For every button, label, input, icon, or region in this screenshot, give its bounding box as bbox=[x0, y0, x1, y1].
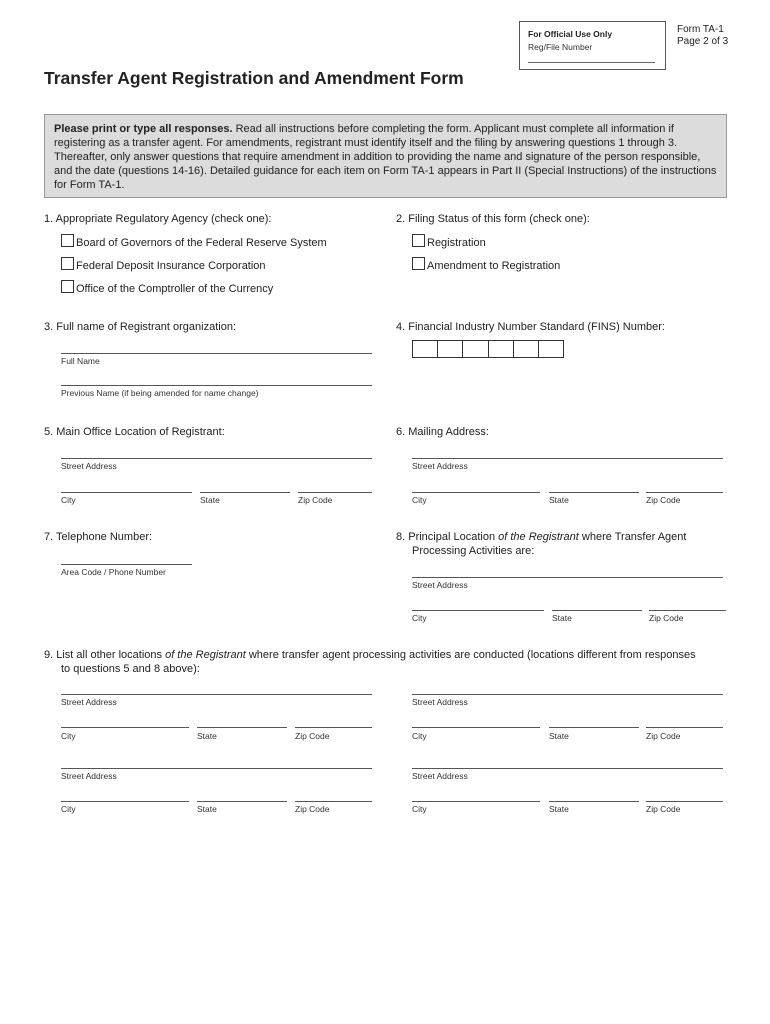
q6-state-field[interactable] bbox=[549, 492, 639, 493]
q8-state-field[interactable] bbox=[552, 610, 642, 611]
q1-option-label: Board of Governors of the Federal Reserve System bbox=[76, 237, 327, 249]
previous-name-caption: Previous Name (if being amended for name change) bbox=[61, 388, 259, 398]
zip-caption: Zip Code bbox=[295, 731, 330, 741]
city-caption: City bbox=[412, 804, 427, 814]
zip-caption: Zip Code bbox=[646, 731, 681, 741]
instructions-text: Read all instructions before completing the form. Applicant must complete all information if registering as a transfer agent. For amendments, registrant must identify itself and the filing by answering questions 1 through 3. Thereafter, only answer questions that require amendment in addition to providing the name and signature of the person responsible, and the date (questions 14-16). Detailed guidance for each item on Form TA-1 appears in Part II (Special Instructions) of the instructions for Form TA-1. bbox=[54, 123, 717, 191]
q3-label: 3. Full name of Registrant organization: bbox=[44, 321, 236, 333]
phone-number-field[interactable] bbox=[61, 564, 192, 565]
fins-digit-box[interactable] bbox=[539, 341, 563, 357]
full-name-caption: Full Name bbox=[61, 356, 100, 366]
city-caption: City bbox=[412, 731, 427, 741]
q9-a-right-zip-field[interactable] bbox=[646, 727, 723, 728]
q8-label-line2: Processing Activities are: bbox=[412, 545, 535, 557]
instructions-box bbox=[44, 114, 727, 198]
zip-caption: Zip Code bbox=[646, 495, 681, 505]
state-caption: State bbox=[197, 804, 217, 814]
state-caption: State bbox=[549, 495, 569, 505]
city-caption: City bbox=[61, 804, 76, 814]
fins-digit-box[interactable] bbox=[489, 341, 514, 357]
zip-caption: Zip Code bbox=[295, 804, 330, 814]
previous-name-field[interactable] bbox=[61, 385, 372, 386]
q9-a-left-street-field[interactable] bbox=[61, 694, 372, 695]
q9-b-left-zip-field[interactable] bbox=[295, 801, 372, 802]
zip-caption: Zip Code bbox=[646, 804, 681, 814]
q2-option-amendment[interactable] bbox=[412, 257, 560, 273]
q4-label: 4. Financial Industry Number Standard (FINS) Number: bbox=[396, 321, 665, 333]
reg-file-number-label: Reg/File Number bbox=[528, 42, 593, 52]
checkbox[interactable] bbox=[61, 280, 74, 293]
q1-label: 1. Appropriate Regulatory Agency (check one): bbox=[44, 213, 272, 225]
q6-label: 6. Mailing Address: bbox=[396, 426, 489, 438]
fins-digit-box[interactable] bbox=[438, 341, 463, 357]
checkbox[interactable] bbox=[412, 234, 425, 247]
q2-option-label: Amendment to Registration bbox=[427, 260, 561, 272]
street-caption: Street Address bbox=[61, 771, 117, 781]
page-number: Page 2 of 3 bbox=[677, 36, 729, 47]
q6-zip-field[interactable] bbox=[646, 492, 723, 493]
official-use-title: For Official Use Only bbox=[528, 29, 613, 39]
q9-b-left-street-field[interactable] bbox=[61, 768, 372, 769]
fins-digit-box[interactable] bbox=[413, 341, 438, 357]
q5-label: 5. Main Office Location of Registrant: bbox=[44, 426, 225, 438]
q9-b-left-state-field[interactable] bbox=[197, 801, 287, 802]
state-caption: State bbox=[197, 731, 217, 741]
state-caption: State bbox=[200, 495, 220, 505]
q8-label-emphasis: of the Registrant bbox=[498, 531, 579, 543]
state-caption: State bbox=[549, 804, 569, 814]
reg-file-number-line[interactable] bbox=[528, 62, 655, 63]
q5-zip-field[interactable] bbox=[298, 492, 372, 493]
phone-caption: Area Code / Phone Number bbox=[61, 567, 166, 577]
street-caption: Street Address bbox=[412, 461, 468, 471]
q9-label bbox=[44, 648, 696, 662]
q9-a-left-zip-field[interactable] bbox=[295, 727, 372, 728]
city-caption: City bbox=[61, 731, 76, 741]
q9-a-left-city-field[interactable] bbox=[61, 727, 189, 728]
street-caption: Street Address bbox=[61, 697, 117, 707]
q9-label-part: where transfer agent processing activities are conducted (locations different from responses bbox=[245, 649, 696, 661]
q1-option-label: Office of the Comptroller of the Currency bbox=[76, 283, 274, 295]
q9-label-part: 9. List all other locations bbox=[44, 649, 166, 661]
q8-label-part: 8. Principal Location bbox=[396, 531, 499, 543]
q5-street-field[interactable] bbox=[61, 458, 372, 459]
q9-label-emphasis: of the Registrant bbox=[165, 649, 246, 661]
state-caption: State bbox=[549, 731, 569, 741]
checkbox[interactable] bbox=[61, 234, 74, 247]
form-title: Transfer Agent Registration and Amendment Form bbox=[44, 68, 464, 88]
q9-b-right-city-field[interactable] bbox=[412, 801, 540, 802]
q8-street-field[interactable] bbox=[412, 577, 723, 578]
fins-number-field[interactable] bbox=[412, 340, 564, 358]
q9-a-left-state-field[interactable] bbox=[197, 727, 287, 728]
q6-city-field[interactable] bbox=[412, 492, 540, 493]
state-caption: State bbox=[552, 613, 572, 623]
q6-street-field[interactable] bbox=[412, 458, 723, 459]
q8-label-part: where Transfer Agent bbox=[578, 531, 687, 543]
q1-option-frb[interactable] bbox=[61, 234, 327, 250]
q9-b-right-zip-field[interactable] bbox=[646, 801, 723, 802]
q2-label: 2. Filing Status of this form (check one): bbox=[396, 213, 590, 225]
city-caption: City bbox=[61, 495, 76, 505]
fins-digit-box[interactable] bbox=[514, 341, 539, 357]
q2-option-label: Registration bbox=[427, 237, 486, 249]
q9-a-right-city-field[interactable] bbox=[412, 727, 540, 728]
q9-a-right-street-field[interactable] bbox=[412, 694, 723, 695]
q2-option-registration[interactable] bbox=[412, 234, 486, 250]
q5-city-field[interactable] bbox=[61, 492, 192, 493]
city-caption: City bbox=[412, 495, 427, 505]
q9-b-right-street-field[interactable] bbox=[412, 768, 723, 769]
city-caption: City bbox=[412, 613, 427, 623]
form-id: Form TA-1 bbox=[677, 24, 724, 35]
q1-option-occ[interactable] bbox=[61, 280, 273, 296]
zip-caption: Zip Code bbox=[298, 495, 333, 505]
q8-zip-field[interactable] bbox=[649, 610, 726, 611]
q5-state-field[interactable] bbox=[200, 492, 290, 493]
q8-label bbox=[396, 530, 686, 544]
q9-a-right-state-field[interactable] bbox=[549, 727, 639, 728]
q1-option-label: Federal Deposit Insurance Corporation bbox=[76, 260, 266, 272]
full-name-field[interactable] bbox=[61, 353, 372, 354]
street-caption: Street Address bbox=[412, 697, 468, 707]
street-caption: Street Address bbox=[61, 461, 117, 471]
street-caption: Street Address bbox=[412, 580, 468, 590]
q9-label-line2: to questions 5 and 8 above): bbox=[61, 663, 200, 675]
fins-digit-box[interactable] bbox=[463, 341, 488, 357]
street-caption: Street Address bbox=[412, 771, 468, 781]
q9-b-right-state-field[interactable] bbox=[549, 801, 639, 802]
official-use-box bbox=[519, 21, 666, 70]
q8-city-field[interactable] bbox=[412, 610, 544, 611]
q9-b-left-city-field[interactable] bbox=[61, 801, 189, 802]
q1-option-fdic[interactable] bbox=[61, 257, 266, 273]
instructions-bold: Please print or type all responses. bbox=[54, 123, 233, 135]
q7-label: 7. Telephone Number: bbox=[44, 531, 153, 543]
checkbox[interactable] bbox=[61, 257, 74, 270]
zip-caption: Zip Code bbox=[649, 613, 684, 623]
checkbox[interactable] bbox=[412, 257, 425, 270]
